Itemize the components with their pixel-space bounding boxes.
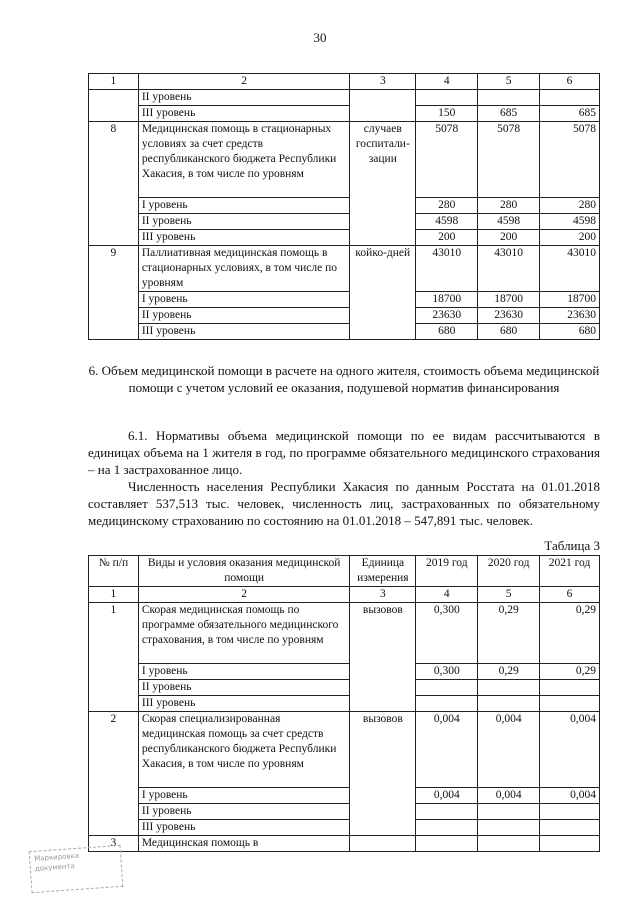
value-2019: 150	[416, 106, 478, 122]
value-2019: 0,004	[416, 788, 478, 804]
row-unit: вызовов	[350, 712, 416, 836]
level-name: III уровень	[138, 106, 350, 122]
value-2019: 200	[416, 230, 478, 246]
row-unit: случаев госпитали-зации	[350, 122, 416, 246]
row-num: 9	[89, 246, 139, 340]
level-name: I уровень	[138, 292, 350, 308]
table-row	[89, 308, 600, 324]
table-row	[89, 246, 600, 292]
level-name: I уровень	[138, 788, 350, 804]
row-num: 1	[89, 603, 139, 712]
value-2021: 23630	[540, 308, 600, 324]
row-unit: вызовов	[350, 603, 416, 712]
level-name: II уровень	[138, 680, 350, 696]
level-name: I уровень	[138, 198, 350, 214]
value-2019: 18700	[416, 292, 478, 308]
page-number: 30	[313, 30, 327, 45]
paragraph-population: Численность населения Республики Хакасия по данным Росстата на 01.01.2018 составляет 537,513 тыс. человек, численность лиц, застрахованных по обязательному медицинскому страхованию по состоянию на 01.01.2018 – 547,891 тыс. человек.	[88, 479, 600, 528]
value-2021: 0,004	[540, 712, 600, 788]
row-num: 3	[89, 836, 139, 852]
level-name: III уровень	[138, 324, 350, 340]
table-header-row	[89, 74, 600, 90]
level-name: II уровень	[138, 308, 350, 324]
row-num-cell	[89, 90, 139, 122]
value-2021: 0,29	[540, 603, 600, 664]
table-row	[89, 820, 600, 836]
table-row	[89, 603, 600, 664]
value-2020: 200	[478, 230, 540, 246]
level-name: III уровень	[138, 820, 350, 836]
value-2019: 4598	[416, 214, 478, 230]
table-row	[89, 230, 600, 246]
row-num: 8	[89, 122, 139, 246]
value-2019: 43010	[416, 246, 478, 292]
row-title: Скорая специализированная медицинская помощь за счет средств республиканского бюджета Республики Хакасия, в том числе по уровням	[138, 712, 350, 788]
col-num-5: 5	[478, 587, 540, 603]
table-levels-continued	[88, 73, 600, 340]
table-row	[89, 664, 600, 680]
col-num-2: 2	[138, 74, 350, 90]
header-2020: 2020 год	[478, 556, 540, 587]
value-2020: 4598	[478, 214, 540, 230]
table-row	[89, 122, 600, 198]
header-num: № п/п	[89, 556, 139, 587]
col-num-4: 4	[416, 74, 478, 90]
row-unit: койко-дней	[350, 246, 416, 340]
level-name: III уровень	[138, 696, 350, 712]
table-row	[89, 324, 600, 340]
value-2019: 0,300	[416, 664, 478, 680]
value-2021: 18700	[540, 292, 600, 308]
col-num-1: 1	[89, 587, 139, 603]
value-2021: 0,29	[540, 664, 600, 680]
paragraph-standards: 6.1. Нормативы объема медицинской помощи по ее видам рассчитываются в единицах объема на 1 жителя в год, по программе обязательного медицинского страхования – на 1 застрахованное лицо.	[88, 428, 600, 477]
value-2020: 43010	[478, 246, 540, 292]
value-2021: 4598	[540, 214, 600, 230]
value-2021: 680	[540, 324, 600, 340]
value-2019: 280	[416, 198, 478, 214]
table-row	[89, 106, 600, 122]
table-row	[89, 712, 600, 788]
value-2021: 5078	[540, 122, 600, 198]
value-2019: 680	[416, 324, 478, 340]
level-name: II уровень	[138, 804, 350, 820]
value-2020: 0,29	[478, 603, 540, 664]
header-unit: Единица измерения	[350, 556, 416, 587]
col-num-5: 5	[478, 74, 540, 90]
value-2020: 0,29	[478, 664, 540, 680]
section-heading: 6. Объем медицинской помощи в расчете на одного жителя, стоимость объема медицинской помощи с учетом условий ее оказания, подушевой норматив финансирования	[88, 363, 600, 395]
table-row	[89, 680, 600, 696]
value-2020: 0,004	[478, 788, 540, 804]
table-row	[89, 90, 600, 106]
col-num-4: 4	[416, 587, 478, 603]
value-2020: 0,004	[478, 712, 540, 788]
col-num-2: 2	[138, 587, 350, 603]
value-2020: 5078	[478, 122, 540, 198]
table-row	[89, 292, 600, 308]
row-title: Паллиативная медицинская помощь в стационарных условиях, в том числе по уровням	[138, 246, 350, 292]
table-row	[89, 214, 600, 230]
unit-cell	[350, 90, 416, 122]
level-name: I уровень	[138, 664, 350, 680]
value-2021: 0,004	[540, 788, 600, 804]
value-2020: 680	[478, 324, 540, 340]
row-num: 2	[89, 712, 139, 836]
col-num-6: 6	[540, 74, 600, 90]
value-2019: 23630	[416, 308, 478, 324]
table-caption: Таблица 3	[544, 538, 600, 553]
level-name: III уровень	[138, 230, 350, 246]
value-2021: 200	[540, 230, 600, 246]
table-row	[89, 836, 600, 852]
row-title: Скорая медицинская помощь по программе обязательного медицинского страхования, в том числе по уровням	[138, 603, 350, 664]
table-row	[89, 788, 600, 804]
value-2020: 685	[478, 106, 540, 122]
header-kind: Виды и условия оказания медицинской помощи	[138, 556, 350, 587]
table-volume-standards	[88, 555, 600, 852]
row-title: Медицинская помощь в стационарных условиях за счет средств республиканского бюджета Республики Хакасия, в том числе по уровням	[138, 122, 350, 198]
col-num-3: 3	[350, 74, 416, 90]
header-2019: 2019 год	[416, 556, 478, 587]
value-2020: 280	[478, 198, 540, 214]
value-2021: 280	[540, 198, 600, 214]
table-row	[89, 198, 600, 214]
level-name: II уровень	[138, 214, 350, 230]
col-num-3: 3	[350, 587, 416, 603]
table-header-row	[89, 556, 600, 587]
value-2020: 23630	[478, 308, 540, 324]
col-num-1: 1	[89, 74, 139, 90]
value-2019: 0,004	[416, 712, 478, 788]
level-name: II уровень	[138, 90, 350, 106]
row-title: Медицинская помощь в	[138, 836, 350, 852]
table-row	[89, 804, 600, 820]
value-2021: 43010	[540, 246, 600, 292]
value-2021: 685	[540, 106, 600, 122]
table-row	[89, 696, 600, 712]
col-num-6: 6	[540, 587, 600, 603]
value-2019: 5078	[416, 122, 478, 198]
column-number-row	[89, 587, 600, 603]
header-2021: 2021 год	[540, 556, 600, 587]
value-2020: 18700	[478, 292, 540, 308]
value-2019: 0,300	[416, 603, 478, 664]
document-stamp: Маркировка документа	[29, 845, 124, 893]
